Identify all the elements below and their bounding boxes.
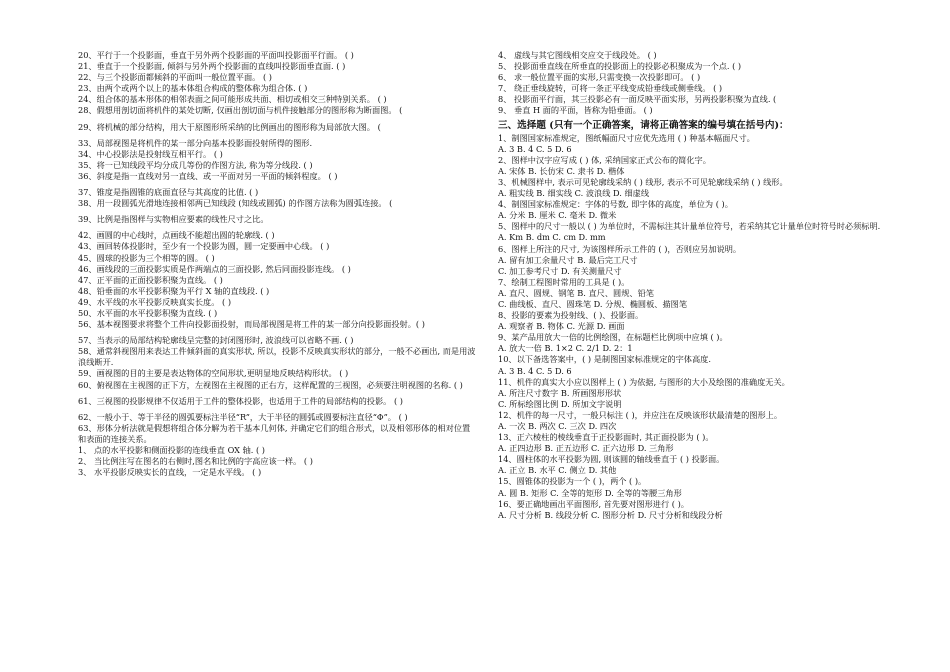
- choice-line: A. 3 B. 4 C. 5 D. 6: [498, 143, 572, 154]
- question-line: 2、 当比例注写在图名的右侧时,图名和比例的字高应该一样。 ( ): [78, 456, 313, 467]
- choice-line: 4、制图国家标准规定：字体的号数, 即字体的高度，单位为 ( )。: [498, 199, 733, 210]
- question-line: 49、水平线的水平投影反映真实长度。 ( ): [78, 296, 232, 307]
- section-title: 三、选择题 (只有一个正确答案，请将正确答案的编号填在括号内)：: [498, 119, 789, 131]
- question-line: 48、铅垂面的水平投影积聚为平行 X 轴的直线段. ( ): [78, 285, 270, 296]
- choice-line: A. 分米 B. 厘米 C. 毫米 D. 微米: [498, 210, 617, 221]
- choice-line: 7、绘制工程图时常用的工具是 ( )。: [498, 276, 630, 287]
- question-line: 33、局部视图是将机件的某一部分向基本投影面投射所得的图形.: [78, 137, 313, 148]
- choice-line: 1、制图国家标准规定，图纸幅面尺寸应优先选用 ( ) 种基本幅面尺寸。: [498, 132, 755, 143]
- choice-line: 2、图样中汉字应写成 ( ) 体, 采纳国家正式公布的简化字。: [498, 154, 711, 165]
- question-line: 62、一般小于、等于半径的圆弧要标注半径“R”，大于半径的圆弧或圆要标注直径“Φ”。 ( ): [78, 411, 408, 422]
- question-line: 3、 水平投影反映实长的直线，一定是水平线。 ( ): [78, 467, 262, 478]
- question-line: 57、当表示的局部结构轮廓线呈完整的封闭图形时, 波浪线可以省略不画. ( ): [78, 335, 354, 346]
- choice-line: 6、图样上所注的尺寸, 为该图样所示工件的 ( )，否则应另加说明。: [498, 243, 742, 254]
- question-line: 63、形体分析法就是假想将组合体分解为若干基本几何体, 并确定它们的组合形式，以及相邻形体的相对位置和表面的连接关系。: [78, 422, 471, 444]
- choice-line: A. 所注尺寸数字 B. 所画图形形状: [498, 387, 622, 398]
- choice-line: 11、机件的真实大小应以图样上 ( ) 为依据, 与图形的大小及绘图的准确度无关。: [498, 376, 790, 387]
- choice-line: A. 圆 B. 矩形 C. 全等的矩形 D. 全等的等腰三角形: [498, 487, 682, 498]
- question-line: 4、 虚线与其它图线相交应交于线段处。 ( ): [498, 50, 657, 60]
- question-line: 24、组合体的基本形体的相邻表面之间可能形成共面、相切或相交三种特别关系。 ( ): [78, 94, 387, 105]
- question-line: 6、 求一般位置平面的实形,只需变换一次投影即可。 ( ): [498, 72, 701, 83]
- question-line: 38、用一段圆弧光滑地连接相邻两已知线段 (知线或圆弧) 的作图方法称为圆弧连接。 (: [78, 198, 393, 209]
- choice-line: A. 观察者 B. 物体 C. 光源 D. 画面: [498, 321, 625, 332]
- question-line: 23、由两个或两个以上的基本体组合构成的整体称为组合体. ( ): [78, 83, 308, 94]
- question-line: 50、水平面的水平投影积聚为直线. ( ): [78, 307, 218, 318]
- question-line: 9、 垂直 H 面的平面，皆称为铅垂面。 ( ): [498, 105, 653, 116]
- question-line: 28、假想用剖切面将机件的某处切断, 仅画出剖切面与机件接触部分的图形称为断面图。 (: [78, 105, 403, 116]
- question-line: 45、圆球的投影为三个相等的圆。 ( ): [78, 252, 215, 263]
- question-line: 58、通常斜视图用来表达工件倾斜面的真实形状, 所以，投影不反映真实形状的部分，一般不必画出, 而是用波浪线断开.: [78, 346, 476, 368]
- left-column: [78, 50, 478, 478]
- question-line: 60、俯视图在主视图的正下方，左视图在主视图的正右方，这样配置的三视图，必须要注明视图的名称. ( ): [78, 379, 463, 390]
- question-line: 46、画线段的三面投影实质是作两端点的三面投影, 然后同面投影连线。 ( ): [78, 263, 351, 274]
- choice-line: 8、投影的要素为投射线、( )、投影面。: [498, 310, 644, 321]
- question-line: 47、正平面的正面投影积聚为直线。 ( ): [78, 274, 223, 285]
- choice-line: 10、以下备选答案中，( ) 是制图国家标准规定的字体高度.: [498, 354, 711, 365]
- choice-line: A. 宋体 B. 长仿宋 C. 隶书 D. 楷体: [498, 165, 625, 176]
- choice-line: A. 留有加工余量尺寸 B. 最后完工尺寸: [498, 254, 638, 265]
- choice-line: 16、要正确地画出平面图形, 首先要对图形进行 ( )。: [498, 498, 689, 509]
- choice-line: 15、圆锥体的投影为一个 ( )，两个 ( )。: [498, 476, 647, 487]
- question-line: 61、三视图的投影规律不仅适用于工件的整体投影，也适用于工件的局部结构的投影。 ( ): [78, 395, 403, 406]
- question-line: 39、比例是指图样与实物相应要素的线性尺寸之比。: [78, 214, 269, 225]
- question-line: 43、画回转体投影时，至少有一个投影为圆，圆一定要画中心线。 ( ): [78, 241, 330, 252]
- question-line: 21、垂直于一个投影面, 倾斜与另外两个投影面的直线叫投影面垂直面. ( ): [78, 61, 346, 72]
- choice-line: 12、机件的每一尺寸，一般只标注 ( )，并应注在反映该形状最清楚的图形上。: [498, 409, 783, 420]
- question-line: 22、与三个投影面都倾斜的平面叫一般位置平面。 ( ): [78, 72, 272, 83]
- question-line: 36、斜度是指一直线对另一直线、或一平面对另一平面的倾斜程度。 ( ): [78, 170, 338, 181]
- choice-line: 9、某产品用放大一倍的比例绘图，在标题栏比例项中应填 ( )。: [498, 332, 728, 343]
- choice-line: C. 所标绘图比例 D. 所加文字说明: [498, 398, 622, 409]
- question-line: 29、将机械的部分结构，用大于原图形所采纳的比例画出的图形称为局部放大图。 (: [78, 121, 381, 132]
- question-line: 59、画视图的目的主要是表达物体的空间形状,更明显地反映结构形状。 ( ): [78, 368, 349, 379]
- choice-line: C. 加工参考尺寸 D. 有关测量尺寸: [498, 265, 622, 276]
- choice-line: A. 一次 B. 两次 C. 三次 D. 四次: [498, 421, 617, 431]
- choice-line: C. 曲线板、直尺、圆珠笔 D. 分规、椭圆板、描图笔: [498, 298, 688, 309]
- question-line: 8、 投影面平行面，其三投影必有一面反映平面实形，另两投影积聚为直线. (: [498, 94, 777, 105]
- choice-line: 14、圆柱体的水平投影为圆, 则该圆的轴线垂直于 ( ) 投影面。: [498, 454, 725, 465]
- question-line: 1、 点的水平投影和侧面投影的连线垂直 OX 轴. ( ): [78, 445, 265, 455]
- choice-line: 3、机械图样中, 表示可见轮廓线采纳 ( ) 线形, 表示不可见轮廓线采纳 ( ) 线形。: [498, 176, 788, 187]
- choice-line: A. 尺寸分析 B. 线段分析 C. 图形分析 D. 尺寸分析和线段分析: [498, 509, 723, 520]
- right-column: [498, 50, 886, 521]
- question-line: 42、画圆的中心线时，点画线不能超出圆的轮廓线. ( ): [78, 230, 275, 241]
- choice-line: 5、图样中的尺寸一般以 ( ) 为单位时，不需标注其计量单位符号，若采纳其它计量单位时符号时必须标明.: [498, 221, 881, 232]
- choice-line: A. 3 B. 4 C. 5 D. 6: [498, 365, 572, 376]
- question-line: 7、 绕正垂线旋转，可将一条正平线变成铅垂线或侧垂线。 ( ): [498, 83, 723, 94]
- choice-line: A. 正立 B. 水平 C. 侧立 D. 其他: [498, 465, 617, 476]
- choice-line: A. 直尺、圆规、钢笔 B. 直尺、圆规、铅笔: [498, 287, 654, 298]
- question-line: 35、将一已知线段平均分成几等份的作图方法, 称为等分线段. ( ): [78, 159, 313, 170]
- question-line: 5、 投影面垂直线在所垂直的投影面上的投影必积聚成为一个点. ( ): [498, 61, 742, 72]
- question-line: 34、中心投影法是投射线互相平行。 ( ): [78, 148, 223, 159]
- choice-line: A. 粗实线 B. 细实线 C. 波浪线 D. 细虚线: [498, 188, 650, 199]
- choice-line: A. 放大一倍 B. 1×2 C. 2/1 D. 2：1: [498, 343, 633, 354]
- choice-line: A. Km B. dm C. cm D. mm: [498, 232, 606, 243]
- question-line: 37、锥度是指圆锥的底面直径与其高度的比值. ( ): [78, 187, 259, 198]
- choice-line: A. 正四边形 B. 正五边形 C. 正六边形 D. 三角形: [498, 443, 674, 454]
- question-line: 20、平行于一个投影面，垂直于另外两个投影面的平面叫投影面平行面。 ( ): [78, 50, 354, 60]
- question-line: 56、基本视图要求将整个工件向投影面投射，而局部视图是将工件的某一部分向投影面投射。( ): [78, 319, 425, 330]
- choice-line: 13、正六棱柱的棱线垂直于正投影面时, 其正面投影为 ( )。: [498, 432, 714, 443]
